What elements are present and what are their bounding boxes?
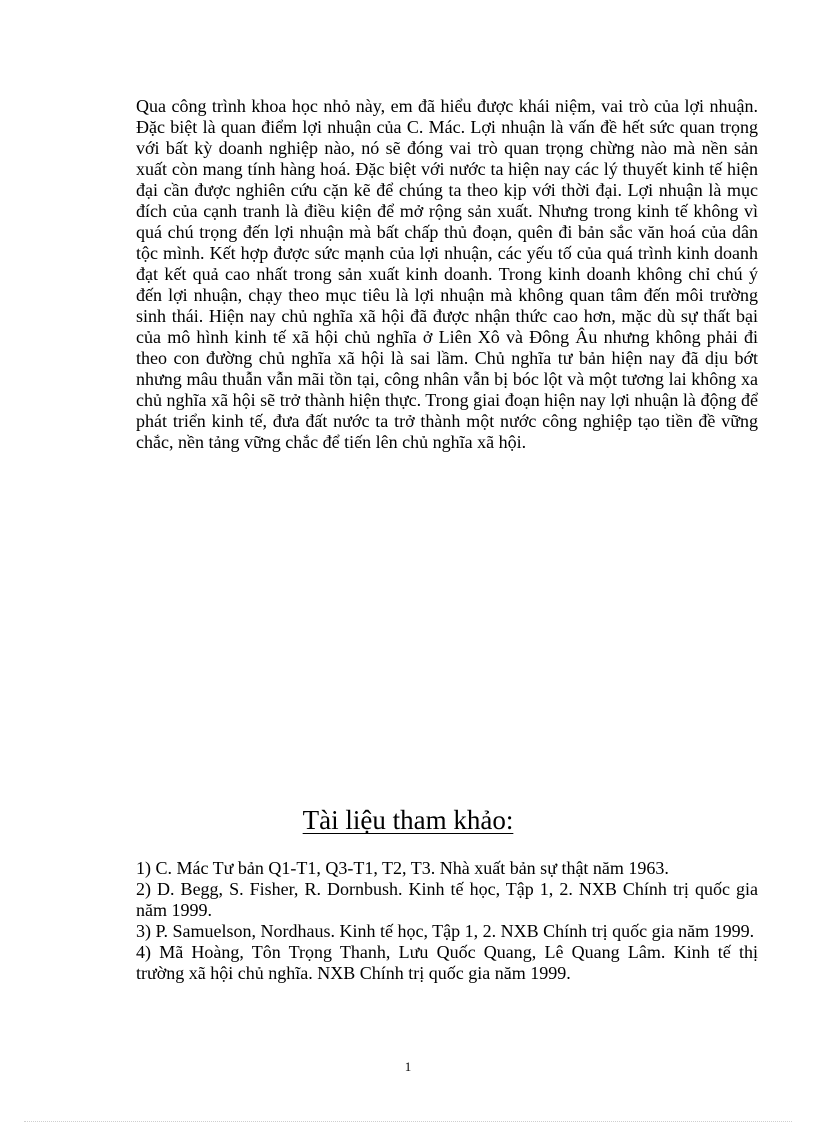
references-heading — [0, 802, 816, 838]
reference-item: 2) D. Begg, S. Fisher, R. Dornbush. Kinh tế học, Tập 1, 2. NXB Chính trị quốc gia năm 1999. — [136, 879, 758, 920]
page-number: 1 — [404, 1059, 412, 1074]
conclusion-paragraph: Qua công trình khoa học nhỏ này, em đã hiểu được khái niệm, vai trò của lợi nhuận. Đặc biệt là quan điểm lợi nhuận của C. Mác. Lợi nhuận là vấn đề hết sức quan trọng với bất kỳ doanh nghiệp nào, nó sẽ đóng vai trò quan trọng chừng nào mà nền sản xuất còn mang tính hàng hoá. Đặc biệt với nước ta hiện nay các lý thuyết kinh tế hiện đại cần được nghiên cứu cặn kẽ để chúng ta theo kịp với thời đại. Lợi nhuận là mục đích của cạnh tranh là điều kiện để mở rộng sản xuất. Nhưng trong kinh tế không vì quá chú trọng đến lợi nhuận mà bất chấp thủ đoạn, quên đi bản sắc văn hoá của dân tộc mình. Kết hợp được sức mạnh của lợi nhuận, các yếu tố của quá trình kinh doanh đạt kết quả cao nhất trong sản xuất kinh doanh. Trong kinh doanh không chỉ chú ý đến lợi nhuận, chạy theo mục tiêu là lợi nhuận mà không quan tâm đến môi trường sinh thái. Hiện nay chủ nghĩa xã hội đã được nhận thức cao hơn, mặc dù sự thất bại của mô hình kinh tế xã hội chủ nghĩa ở Liên Xô và Đông Âu nhưng không phải đi theo con đường chủ nghĩa xã hội là sai lầm. Chủ nghĩa tư bản hiện nay đã dịu bớt nhưng mâu thuẫn vẫn mãi tồn tại, công nhân vẫn bị bóc lột và một tương lai không xa chủ nghĩa xã hội sẽ trở thành hiện thực. Trong giai đoạn hiện nay lợi nhuận là động để phát triển kinh tế, đưa đất nước ta trở thành một nước công nghiệp tạo tiền đề vững chắc, nền tảng vững chắc để tiến lên chủ nghĩa xã hội. — [136, 96, 758, 452]
reference-item: 4) Mã Hoàng, Tôn Trọng Thanh, Lưu Quốc Quang, Lê Quang Lâm. Kinh tế thị trường xã hội chủ nghĩa. NXB Chính trị quốc gia năm 1999. — [136, 942, 758, 983]
reference-item: 3) P. Samuelson, Nordhaus. Kinh tế học, Tập 1, 2. NXB Chính trị quốc gia năm 1999. — [136, 921, 755, 941]
references-heading-text: Tài liệu tham khảo: — [302, 805, 514, 835]
reference-item: 1) C. Mác Tư bản Q1-T1, Q3-T1, T2, T3. Nhà xuất bản sự thật năm 1963. — [136, 858, 669, 878]
references-list — [136, 858, 758, 984]
page-bottom-divider — [24, 1121, 792, 1122]
